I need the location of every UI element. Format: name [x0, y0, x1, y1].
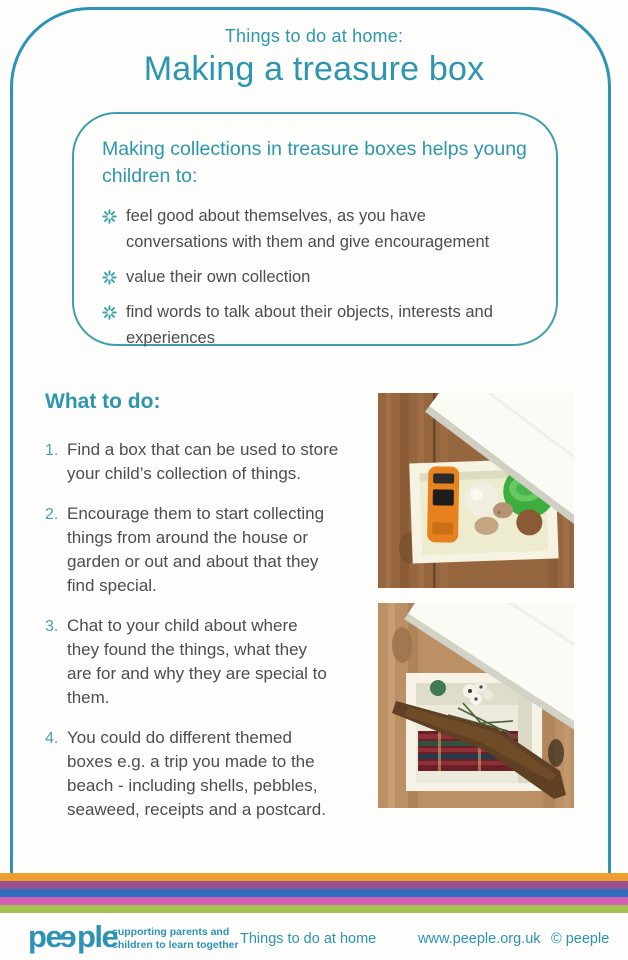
- step-text: Chat to your child about where they found the things, what they are for and why they are special to them.: [67, 616, 327, 707]
- benefits-list: [102, 203, 556, 351]
- step-item: [45, 502, 380, 598]
- step-text: You could do different themed boxes e.g. a trip you made to the beach - including shells, pebbles, seaweed, receipts and a postcard.: [67, 728, 326, 819]
- step-number: 1.: [45, 441, 59, 459]
- step-item: [45, 726, 380, 822]
- step-text: Find a box that can be used to store your child’s collection of things.: [67, 440, 339, 483]
- footer-stripe-green: [0, 905, 628, 913]
- logo-tagline: supporting parents and children to learn together: [112, 926, 239, 951]
- step-number: 3.: [45, 617, 59, 635]
- footer-website: www.peeple.org.uk: [418, 931, 541, 947]
- section-heading: What to do:: [45, 390, 161, 413]
- benefits-box: [72, 112, 558, 346]
- page-title: Making a treasure box: [143, 50, 485, 88]
- footer-stripes: [0, 873, 628, 913]
- peeple-logo: peeple: [28, 919, 118, 954]
- list-item: [102, 264, 556, 290]
- step-number: 2.: [45, 505, 59, 523]
- step-text: Encourage them to start collecting things from around the house or garden or out and about that they find special.: [67, 504, 325, 595]
- footer-copyright: © peeple: [551, 931, 610, 947]
- benefits-heading-line: children to:: [102, 165, 198, 187]
- list-item: [102, 299, 556, 351]
- mirrored-e: e: [61, 919, 77, 954]
- footer: [0, 913, 628, 960]
- footer-series-label: Things to do at home: [240, 931, 377, 947]
- footer-stripe-pink: [0, 897, 628, 905]
- bullet-text: feel good about themselves, as you have conversations with them and give encouragement: [126, 207, 490, 251]
- bullet-text: find words to talk about their objects, interests and experiences: [126, 303, 493, 347]
- swirl-asterisk-icon: [102, 305, 117, 325]
- bullet-text: value their own collection: [126, 268, 311, 286]
- step-item: [45, 438, 380, 486]
- swirl-asterisk-icon: [102, 270, 117, 290]
- photo-treasure-box-nature: [378, 603, 574, 808]
- footer-stripe-purple: [0, 881, 628, 889]
- page-kicker: Things to do at home:: [224, 26, 404, 46]
- step-number: 4.: [45, 729, 59, 747]
- swirl-asterisk-icon: [102, 209, 117, 229]
- list-item: [102, 203, 556, 255]
- benefits-heading: [102, 136, 556, 190]
- photo-treasure-box-toys: [378, 393, 574, 588]
- benefits-heading-line: Making collections in treasure boxes helps young: [102, 138, 527, 160]
- footer-stripe-orange: [0, 873, 628, 881]
- step-item: [45, 614, 380, 710]
- what-to-do-section: [45, 390, 380, 838]
- footer-stripe-blue: [0, 889, 628, 897]
